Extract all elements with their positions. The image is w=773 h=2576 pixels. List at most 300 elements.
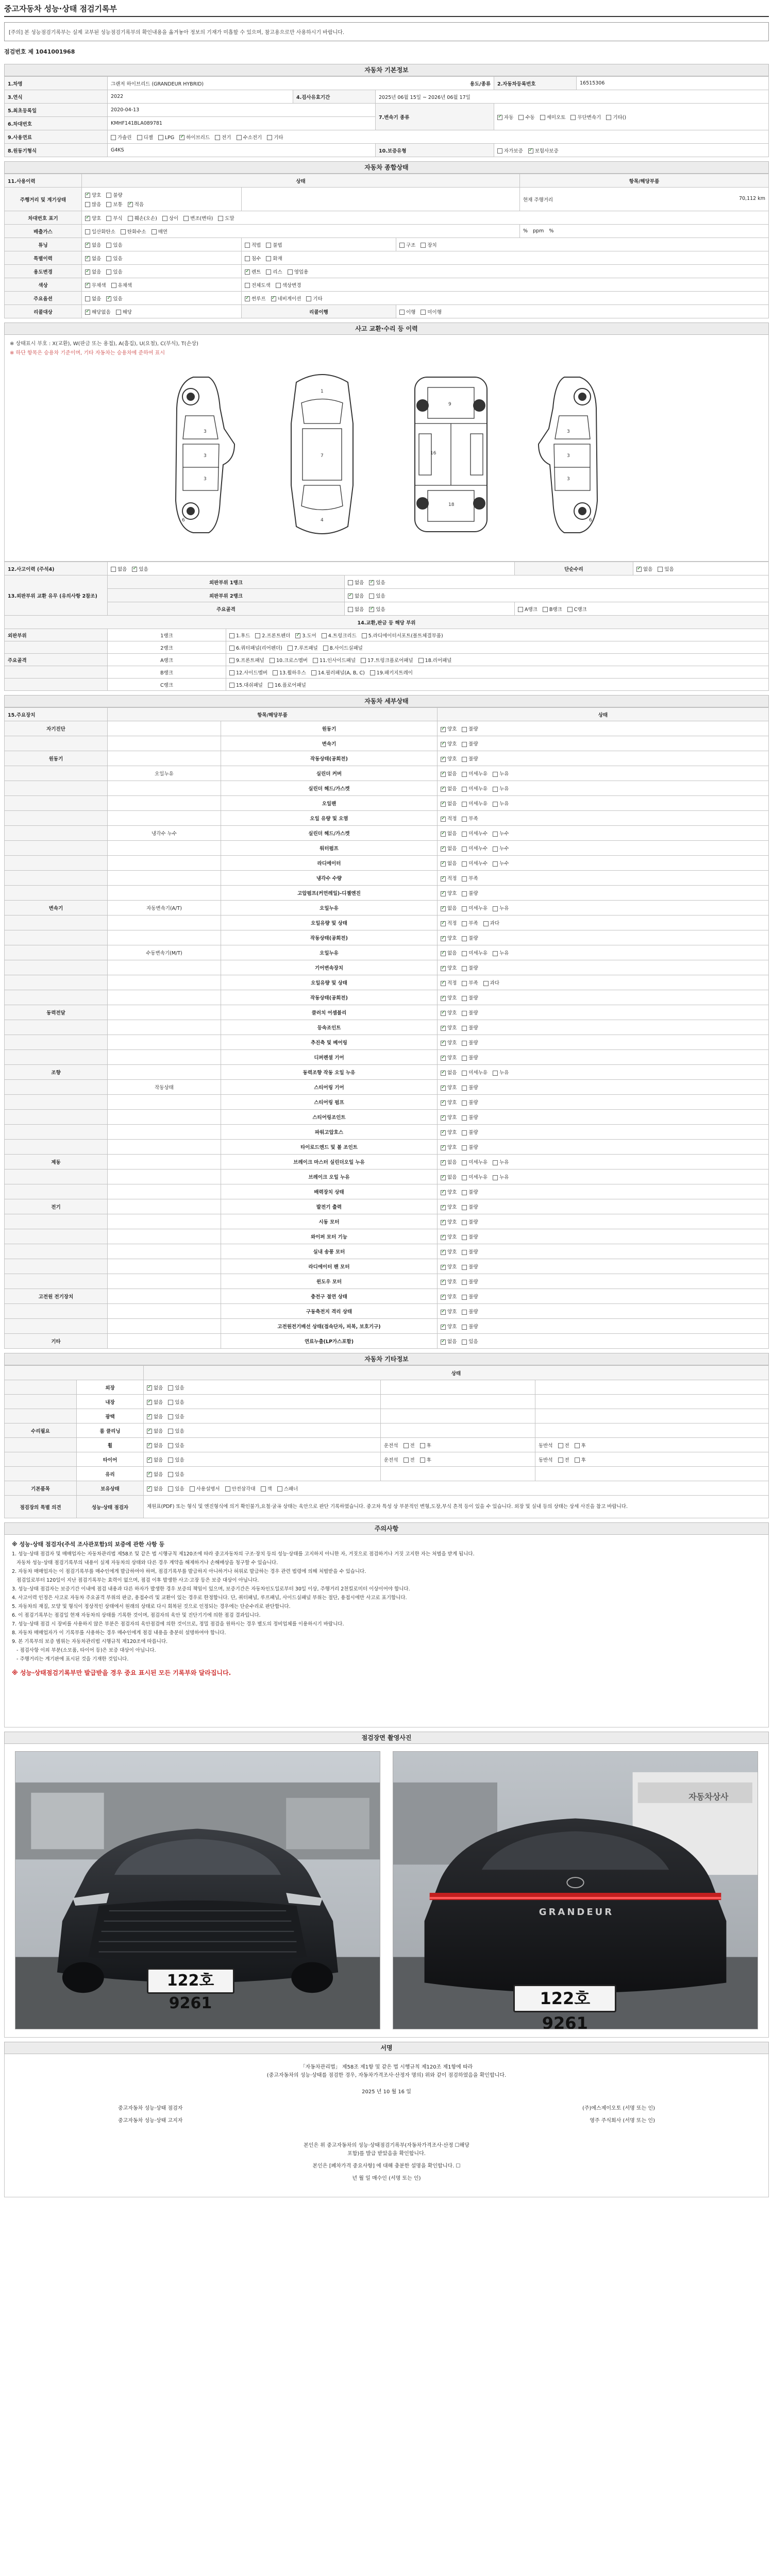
detail-state-checkbox[interactable]	[441, 1056, 446, 1061]
detail-row	[5, 1095, 769, 1110]
tuning-checkbox[interactable]	[106, 243, 111, 248]
detail-state-checkbox[interactable]	[441, 981, 446, 986]
special-checkbox[interactable]	[106, 256, 111, 261]
detail-state-checkbox[interactable]	[441, 1265, 446, 1270]
detail-state-option-label: 부족	[468, 816, 478, 822]
fuel-checkbox[interactable]	[215, 135, 220, 140]
other-state-checkbox[interactable]	[147, 1443, 152, 1448]
detail-state-checkbox[interactable]	[462, 891, 467, 896]
detail-state-option-label: 불량	[468, 1055, 478, 1061]
detail-state-checkbox[interactable]	[493, 846, 498, 852]
other-state-checkbox[interactable]	[168, 1429, 173, 1434]
detail-state-checkbox[interactable]	[462, 1340, 467, 1345]
detail-state-checkbox[interactable]	[493, 1160, 498, 1165]
basic-item-checkbox[interactable]	[168, 1486, 173, 1492]
detail-state-option	[441, 904, 457, 911]
detail-state-option	[462, 800, 488, 807]
fuel-checkbox[interactable]	[179, 135, 184, 140]
parts-rank: C랭크	[108, 679, 226, 691]
option-kind-checkbox[interactable]	[271, 296, 276, 301]
detail-state-checkbox[interactable]	[441, 936, 446, 941]
detail-state-checkbox[interactable]	[441, 1100, 446, 1106]
other-state-checkbox[interactable]	[147, 1400, 152, 1405]
usage-kind-checkbox[interactable]	[266, 269, 271, 275]
fuel-option	[137, 133, 153, 141]
svg-text:1: 1	[321, 389, 324, 394]
detail-state-option	[441, 1308, 457, 1315]
detail-state-checkbox[interactable]	[462, 757, 467, 762]
detail-state-checkbox[interactable]	[462, 966, 467, 971]
detail-state-checkbox[interactable]	[441, 1175, 446, 1180]
parts-checkbox[interactable]	[229, 670, 234, 675]
detail-state-checkbox[interactable]	[441, 817, 446, 822]
detail-state-checkbox[interactable]	[462, 1250, 467, 1255]
detail-state-checkbox[interactable]	[462, 1205, 467, 1210]
detail-state-checkbox[interactable]	[462, 1145, 467, 1150]
rank1-checkbox[interactable]	[348, 580, 353, 585]
parts-checkbox[interactable]	[322, 633, 327, 638]
detail-state-checkbox[interactable]	[462, 772, 467, 777]
detail-state-checkbox[interactable]	[462, 832, 467, 837]
condition-option-opts	[82, 292, 242, 305]
parts-checkbox[interactable]	[229, 646, 234, 651]
special-kind-checkbox[interactable]	[245, 256, 250, 261]
accident-rank1-label: 외판부위 1랭크	[108, 575, 345, 589]
other-extra-checkbox[interactable]	[420, 1443, 425, 1448]
car-diagram-area	[4, 335, 769, 562]
detail-state-option	[493, 859, 509, 867]
simple-repair-checkbox[interactable]	[658, 567, 663, 572]
rank2-checkbox[interactable]	[348, 594, 353, 599]
parts-option-label: 3.도어	[302, 633, 316, 639]
detail-state-option-label: 불량	[468, 1279, 478, 1285]
mileage-level-checkbox[interactable]	[106, 202, 111, 207]
detail-state-checkbox[interactable]	[441, 1250, 446, 1255]
accident-history-checkbox[interactable]	[111, 567, 116, 572]
detail-state-checkbox[interactable]	[462, 1100, 467, 1106]
detail-group	[5, 1020, 108, 1035]
detail-state-checkbox[interactable]	[441, 787, 446, 792]
transmission-option-label: 무단변속기	[577, 114, 601, 121]
detail-state-checkbox[interactable]	[441, 1220, 446, 1225]
mileage-level-checkbox[interactable]	[85, 202, 90, 207]
detail-state	[438, 841, 769, 856]
detail-state-checkbox[interactable]	[441, 727, 446, 732]
detail-state-checkbox[interactable]	[441, 1205, 446, 1210]
detail-state-checkbox[interactable]	[462, 1190, 467, 1195]
detail-state-checkbox[interactable]	[462, 1220, 467, 1225]
basic-value-year: 2022	[108, 90, 293, 104]
detail-group	[5, 781, 108, 796]
transmission-checkbox[interactable]	[570, 115, 576, 120]
option-checkbox[interactable]	[85, 296, 90, 301]
detail-state-option-label: 부족	[468, 876, 478, 882]
detail-state-checkbox[interactable]	[462, 817, 467, 822]
detail-subgroup	[108, 1229, 221, 1244]
detail-state-checkbox[interactable]	[462, 727, 467, 732]
detail-row	[5, 766, 769, 781]
detail-state-checkbox[interactable]	[462, 1280, 467, 1285]
detail-subgroup	[108, 1110, 221, 1125]
usage-checkbox[interactable]	[106, 269, 111, 275]
basic-item-checkbox[interactable]	[147, 1486, 152, 1492]
detail-state-option-label: 불량	[468, 1010, 478, 1016]
detail-state-checkbox[interactable]	[462, 1041, 467, 1046]
color-kind-checkbox[interactable]	[245, 283, 250, 288]
detail-row	[5, 1229, 769, 1244]
detail-state-checkbox[interactable]	[441, 906, 446, 911]
frame-rank-checkbox[interactable]	[567, 607, 573, 612]
parts-checkbox[interactable]	[288, 646, 293, 651]
detail-state-checkbox[interactable]	[441, 891, 446, 896]
svg-text:16: 16	[430, 451, 436, 456]
vin-checkbox[interactable]	[85, 216, 90, 221]
detail-state-option-label: 불량	[468, 1234, 478, 1240]
option-kind-checkbox[interactable]	[245, 296, 250, 301]
other-group	[5, 1395, 77, 1409]
detail-state	[438, 1259, 769, 1274]
detail-state-checkbox[interactable]	[462, 787, 467, 792]
detail-state-checkbox[interactable]	[441, 951, 446, 956]
other-extra-checkbox[interactable]	[420, 1458, 425, 1463]
transmission-checkbox[interactable]	[518, 115, 524, 120]
detail-state-checkbox[interactable]	[462, 1130, 467, 1136]
parts-checkbox[interactable]	[255, 633, 260, 638]
warranty-checkbox[interactable]	[497, 148, 502, 154]
fuel-checkbox[interactable]	[267, 135, 272, 140]
basic-item-checkbox[interactable]	[261, 1486, 266, 1492]
vin-checkbox[interactable]	[106, 216, 111, 221]
detail-state	[438, 1095, 769, 1110]
mileage-checkbox[interactable]	[85, 193, 90, 198]
other-extra-option-label: 후	[426, 1443, 431, 1449]
detail-item: 냉각수 수량	[221, 871, 438, 886]
detail-state-checkbox[interactable]	[462, 981, 467, 986]
frame-rank-checkbox[interactable]	[518, 607, 523, 612]
detail-state-checkbox[interactable]	[462, 1071, 467, 1076]
rank2-option	[369, 592, 385, 599]
detail-state-checkbox[interactable]	[441, 876, 446, 882]
option-kind-checkbox[interactable]	[306, 296, 311, 301]
other-state-option	[168, 1427, 184, 1434]
simple-repair-checkbox[interactable]	[636, 567, 642, 572]
recall-status-checkbox[interactable]	[421, 310, 426, 315]
detail-state-checkbox[interactable]	[441, 861, 446, 867]
detail-state-checkbox[interactable]	[462, 1325, 467, 1330]
other-state-checkbox[interactable]	[147, 1472, 152, 1477]
parts-option	[323, 644, 363, 651]
detail-subgroup	[108, 721, 221, 736]
notes-line: 4. 사고이력 인정은 사고로 자동차 주요골격 부위의 판금, 용접수리 및 교환이 있는 경우로 한정합니다. 단, 쿼터패널, 루프패널, 사이드실패널 부위는 절단, 용접시에만 사고로 표기합니다.	[12, 1595, 407, 1601]
other-extra-checkbox[interactable]	[404, 1443, 409, 1448]
mileage-option	[85, 191, 101, 198]
detail-state-checkbox[interactable]	[493, 1175, 498, 1180]
vin-checkbox[interactable]	[128, 216, 133, 221]
other-state-checkbox[interactable]	[168, 1458, 173, 1463]
color-kind-option	[276, 281, 301, 289]
vin-checkbox[interactable]	[162, 216, 167, 221]
detail-state-checkbox[interactable]	[493, 772, 498, 777]
detail-state-checkbox[interactable]	[493, 832, 498, 837]
rank2-checkbox[interactable]	[369, 594, 374, 599]
detail-row	[5, 1155, 769, 1170]
detail-state-checkbox[interactable]	[441, 757, 446, 762]
detail-state-checkbox[interactable]	[493, 787, 498, 792]
detail-state-checkbox[interactable]	[462, 936, 467, 941]
detail-state-checkbox[interactable]	[462, 1175, 467, 1180]
detail-state-checkbox[interactable]	[441, 1011, 446, 1016]
basic-label-firstreg: 5.최초등록일	[5, 104, 108, 117]
basic-item-checkbox[interactable]	[225, 1486, 230, 1492]
detail-state-checkbox[interactable]	[441, 1295, 446, 1300]
detail-state-checkbox[interactable]	[462, 1295, 467, 1300]
other-group	[5, 1380, 77, 1395]
detail-state-checkbox[interactable]	[483, 981, 489, 986]
detail-state-option	[441, 934, 457, 941]
basic-item-option	[190, 1485, 220, 1492]
detail-state-checkbox[interactable]	[441, 1310, 446, 1315]
color-checkbox[interactable]	[111, 283, 116, 288]
detail-state-checkbox[interactable]	[462, 1235, 467, 1240]
detail-state-option-label: 있음	[468, 1339, 478, 1345]
detail-state-checkbox[interactable]	[441, 846, 446, 852]
detail-row	[5, 1274, 769, 1289]
emission-checkbox[interactable]	[152, 229, 157, 234]
detail-item: 시동 모터	[221, 1214, 438, 1229]
parts-checkbox[interactable]	[270, 658, 275, 663]
fuel-checkbox[interactable]	[237, 135, 242, 140]
detail-state-checkbox[interactable]	[462, 1265, 467, 1270]
fuel-checkbox[interactable]	[158, 135, 163, 140]
other-state-checkbox[interactable]	[147, 1414, 152, 1419]
other-state	[144, 1380, 381, 1395]
detail-state-checkbox[interactable]	[462, 802, 467, 807]
detail-state-checkbox[interactable]	[462, 1056, 467, 1061]
fuel-checkbox[interactable]	[137, 135, 142, 140]
detail-state-checkbox[interactable]	[441, 802, 446, 807]
warranty-checkbox[interactable]	[528, 148, 533, 154]
detail-state-checkbox[interactable]	[462, 1310, 467, 1315]
detail-state-option-label: 양호	[447, 936, 457, 941]
other-state-checkbox[interactable]	[168, 1472, 173, 1477]
detail-state	[438, 1229, 769, 1244]
vin-checkbox[interactable]	[183, 216, 189, 221]
detail-state-checkbox[interactable]	[462, 951, 467, 956]
color-kind-checkbox[interactable]	[276, 283, 281, 288]
detail-state-checkbox[interactable]	[462, 861, 467, 867]
parts-checkbox[interactable]	[229, 633, 234, 638]
detail-state-checkbox[interactable]	[493, 951, 498, 956]
color-kind-option	[245, 281, 271, 289]
parts-items	[226, 679, 769, 691]
detail-group	[5, 1319, 108, 1334]
other-state-checkbox[interactable]	[168, 1400, 173, 1405]
parts-checkbox[interactable]	[311, 670, 316, 675]
detail-state-option-label: 양호	[447, 756, 457, 762]
parts-checkbox[interactable]	[361, 658, 366, 663]
color-checkbox[interactable]	[85, 283, 90, 288]
frame-checkbox[interactable]	[348, 607, 353, 612]
other-extra-checkbox[interactable]	[558, 1443, 563, 1448]
detail-state-checkbox[interactable]	[462, 846, 467, 852]
detail-state-checkbox[interactable]	[441, 1041, 446, 1046]
transmission-checkbox[interactable]	[497, 115, 502, 120]
detail-state-checkbox[interactable]	[441, 832, 446, 837]
other-extra-option	[404, 1456, 415, 1463]
detail-state-checkbox[interactable]	[462, 996, 467, 1001]
recall-checkbox[interactable]	[85, 310, 90, 315]
other-state-checkbox[interactable]	[168, 1414, 173, 1419]
condition-emission-units	[520, 225, 769, 238]
detail-row	[5, 1244, 769, 1259]
tuning-legal-checkbox[interactable]	[245, 243, 250, 248]
rank1-checkbox[interactable]	[369, 580, 374, 585]
frame-rank-checkbox[interactable]	[543, 607, 548, 612]
simple-repair-option-label: 없음	[643, 566, 653, 572]
detail-state-checkbox[interactable]	[441, 1190, 446, 1195]
other-extra-checkbox[interactable]	[558, 1458, 563, 1463]
detail-item: 등속조인트	[221, 1020, 438, 1035]
detail-state-checkbox[interactable]	[493, 1071, 498, 1076]
detail-state-checkbox[interactable]	[441, 1086, 446, 1091]
detail-state-checkbox[interactable]	[441, 1160, 446, 1165]
detail-row	[5, 1005, 769, 1020]
other-row	[5, 1438, 769, 1452]
notes-line: 9. 본 기록부의 보증 범위는 자동차관리법 시행규칙 제120조에 따릅니다.	[12, 1639, 168, 1645]
parts-checkbox[interactable]	[229, 683, 234, 688]
parts-checkbox[interactable]	[295, 633, 300, 638]
other-state-checkbox[interactable]	[147, 1458, 152, 1463]
tuning-checkbox[interactable]	[85, 243, 90, 248]
condition-col-detail: 항목/해당부품	[520, 174, 769, 188]
detail-state-checkbox[interactable]	[441, 966, 446, 971]
detail-state	[438, 1140, 769, 1155]
parts-option	[229, 681, 263, 688]
detail-state-checkbox[interactable]	[441, 1235, 446, 1240]
mileage-checkbox[interactable]	[106, 193, 111, 198]
other-extra-driver	[381, 1380, 535, 1395]
detail-item: 브레이크 마스터 실린더오일 누유	[221, 1155, 438, 1170]
other-state-checkbox[interactable]	[168, 1443, 173, 1448]
detail-state-checkbox[interactable]	[462, 1160, 467, 1165]
detail-state-checkbox[interactable]	[462, 742, 467, 747]
detail-state-checkbox[interactable]	[462, 1011, 467, 1016]
parts-checkbox[interactable]	[229, 658, 234, 663]
special-kind-checkbox[interactable]	[266, 256, 271, 261]
vin-checkbox[interactable]	[218, 216, 223, 221]
accident-history-checkbox[interactable]	[132, 567, 137, 572]
detail-state-checkbox[interactable]	[441, 1325, 446, 1330]
special-checkbox[interactable]	[85, 256, 90, 261]
parts-checkbox[interactable]	[323, 646, 328, 651]
usage-kind-checkbox[interactable]	[245, 269, 250, 275]
detail-state-checkbox[interactable]	[441, 772, 446, 777]
parts-checkbox[interactable]	[268, 683, 273, 688]
other-extra-driver	[381, 1395, 535, 1409]
basic-item-checkbox[interactable]	[277, 1486, 282, 1492]
option-kind-option-label: 썬루프	[251, 296, 266, 302]
option-checkbox[interactable]	[106, 296, 111, 301]
notes-line: 1. 성능·상태 점검자 및 매매업자는 자동차관리법 제58조 및 같은 법 시행규칙 제120조에 따라 중고자동차의 구조·장치 등의 성능·상태를 고지하지 아니한 자, 거짓으로 점검하거나 거짓 고지한 자는 처벌을 받게 됩니다.	[12, 1551, 475, 1557]
detail-state-checkbox[interactable]	[441, 1145, 446, 1150]
sign-statement-2: (중고자동차의 성능·상태를 점검한 경우, 자동차가격조사·산정자 명의) 위와 같이 점검하였음을 확인합니다.	[266, 2073, 507, 2078]
detail-state-checkbox[interactable]	[441, 1280, 446, 1285]
detail-state-checkbox[interactable]	[462, 921, 467, 926]
parts-checkbox[interactable]	[370, 670, 375, 675]
detail-state-checkbox[interactable]	[493, 802, 498, 807]
parts-checkbox[interactable]	[273, 670, 278, 675]
tuning-kind-checkbox[interactable]	[399, 243, 405, 248]
detail-item: 오일누유	[221, 945, 438, 960]
detail-state-option	[441, 829, 457, 837]
detail-state-checkbox[interactable]	[462, 1026, 467, 1031]
detail-state-checkbox[interactable]	[441, 921, 446, 926]
usage-kind-checkbox[interactable]	[288, 269, 293, 275]
detail-state-checkbox[interactable]	[441, 996, 446, 1001]
other-extra-checkbox[interactable]	[575, 1458, 580, 1463]
detail-state-checkbox[interactable]	[441, 742, 446, 747]
emission-checkbox[interactable]	[121, 229, 126, 234]
detail-state-checkbox[interactable]	[441, 1071, 446, 1076]
other-extra-checkbox[interactable]	[404, 1458, 409, 1463]
parts-option-label: 6.쿼터패널(리어펜더)	[236, 645, 282, 651]
fuel-checkbox[interactable]	[111, 135, 116, 140]
detail-state-checkbox[interactable]	[462, 1086, 467, 1091]
parts-checkbox[interactable]	[418, 658, 424, 663]
recall-status-checkbox[interactable]	[399, 310, 405, 315]
recall-status-option	[421, 308, 442, 315]
usage-option	[106, 268, 122, 275]
detail-state-option-label: 양호	[447, 1040, 457, 1046]
transmission-checkbox[interactable]	[606, 115, 611, 120]
detail-state-checkbox[interactable]	[462, 1115, 467, 1121]
parts-checkbox[interactable]	[313, 658, 318, 663]
parts-checkbox[interactable]	[362, 633, 367, 638]
detail-state-checkbox[interactable]	[462, 906, 467, 911]
rank2-option	[348, 592, 364, 599]
detail-state	[438, 766, 769, 781]
usage-checkbox[interactable]	[85, 269, 90, 275]
detail-state-checkbox[interactable]	[462, 876, 467, 882]
basic-item-checkbox[interactable]	[190, 1486, 195, 1492]
frame-checkbox[interactable]	[369, 607, 374, 612]
detail-state-checkbox[interactable]	[483, 921, 489, 926]
emission-checkbox[interactable]	[85, 229, 90, 234]
detail-group: 동력전달	[5, 1005, 108, 1020]
detail-state-option-label: 양호	[447, 1279, 457, 1285]
detail-state-checkbox[interactable]	[493, 906, 498, 911]
mileage-level-checkbox[interactable]	[128, 202, 133, 207]
tuning-kind-checkbox[interactable]	[421, 243, 426, 248]
detail-state-checkbox[interactable]	[493, 861, 498, 867]
other-state-checkbox[interactable]	[147, 1385, 152, 1391]
other-state-option	[147, 1427, 163, 1434]
other-extra-checkbox[interactable]	[575, 1443, 580, 1448]
detail-state-checkbox[interactable]	[441, 1026, 446, 1031]
tuning-legal-checkbox[interactable]	[266, 243, 271, 248]
other-extra-driver	[381, 1452, 535, 1467]
other-state-checkbox[interactable]	[168, 1385, 173, 1391]
other-state-checkbox[interactable]	[147, 1429, 152, 1434]
detail-state-checkbox[interactable]	[441, 1130, 446, 1136]
detail-state-option-label: 불량	[468, 965, 478, 971]
recall-checkbox[interactable]	[116, 310, 121, 315]
detail-state-checkbox[interactable]	[441, 1340, 446, 1345]
transmission-checkbox[interactable]	[540, 115, 545, 120]
parts-option-label: 16.플로어패널	[274, 682, 306, 688]
detail-state-checkbox[interactable]	[441, 1115, 446, 1121]
photo-row	[4, 1744, 769, 2038]
